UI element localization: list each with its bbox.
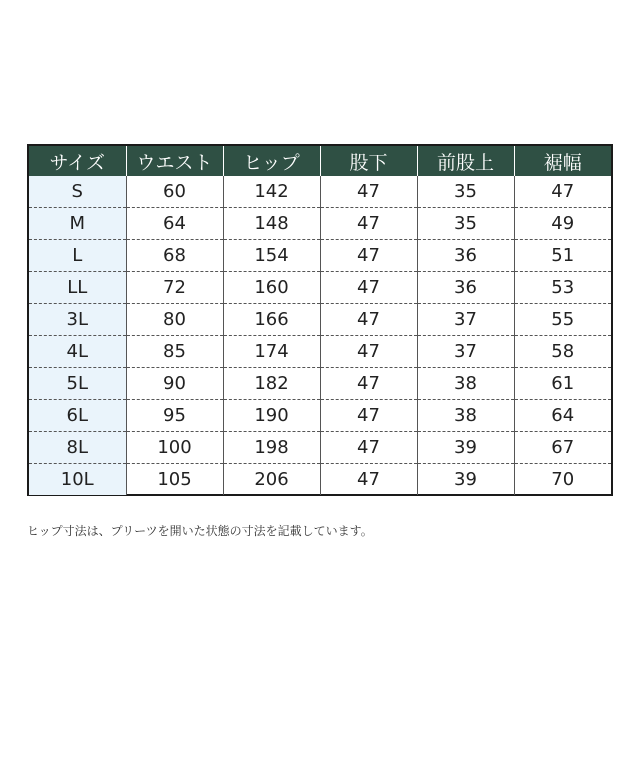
hip-cell: 148 — [223, 208, 320, 240]
table-row — [29, 208, 611, 240]
header-front-rise: 前股上 — [417, 146, 514, 176]
header-hip: ヒップ — [223, 146, 320, 176]
inseam-cell: 47 — [320, 272, 417, 304]
size-cell: M — [29, 208, 126, 240]
hip-cell: 166 — [223, 304, 320, 336]
table-header-row — [29, 146, 611, 176]
inseam-cell: 47 — [320, 304, 417, 336]
hem-width-cell: 70 — [551, 469, 575, 490]
header-inseam: 股下 — [320, 146, 417, 176]
waist-cell: 80 — [126, 304, 223, 336]
waist-cell: 95 — [126, 400, 223, 432]
size-chart — [27, 144, 613, 496]
header-hem-width: 裾幅 — [514, 146, 611, 176]
size-cell: 4L — [29, 336, 126, 368]
hip-cell: 190 — [223, 400, 320, 432]
hem-width-cell: 61 — [514, 368, 611, 400]
size-cell: 8L — [29, 432, 126, 464]
front-rise-cell: 39 — [417, 432, 514, 464]
hip-measurement-note: ヒップ寸法は、プリーツを開いた状態の寸法を記載しています。 — [27, 524, 373, 538]
waist-cell: 68 — [126, 240, 223, 272]
size-cell: L — [29, 240, 126, 272]
size-table — [29, 146, 611, 495]
hem-width-cell: 47 — [514, 176, 611, 208]
hem-width-cell: 58 — [514, 336, 611, 368]
front-rise-cell: 37 — [417, 336, 514, 368]
hem-width-cell: 64 — [514, 400, 611, 432]
size-cell: LL — [29, 272, 126, 304]
hem-width-cell: 49 — [514, 208, 611, 240]
waist-cell: 90 — [126, 368, 223, 400]
inseam-cell: 47 — [320, 336, 417, 368]
front-rise-cell: 35 — [417, 176, 514, 208]
inseam-cell: 47 — [320, 464, 417, 496]
table-row — [29, 368, 611, 400]
front-rise-cell: 38 — [417, 400, 514, 432]
hip-cell: 142 — [223, 176, 320, 208]
table-row — [29, 464, 611, 496]
inseam-cell: 47 — [320, 368, 417, 400]
front-rise-cell: 35 — [417, 208, 514, 240]
inseam-cell: 47 — [320, 432, 417, 464]
front-rise-cell: 36 — [417, 240, 514, 272]
table-row — [29, 240, 611, 272]
front-rise-cell: 36 — [417, 272, 514, 304]
inseam-cell: 47 — [320, 400, 417, 432]
hem-width-cell: 51 — [514, 240, 611, 272]
size-cell: 3L — [29, 304, 126, 336]
table-row — [29, 176, 611, 208]
table-row — [29, 272, 611, 304]
waist-cell: 64 — [126, 208, 223, 240]
waist-cell: 100 — [126, 432, 223, 464]
waist-cell: 60 — [126, 176, 223, 208]
table-row — [29, 336, 611, 368]
hip-cell: 154 — [223, 240, 320, 272]
hip-cell: 160 — [223, 272, 320, 304]
table-row — [29, 304, 611, 336]
size-cell: 10L — [29, 464, 126, 496]
hip-cell: 182 — [223, 368, 320, 400]
hip-cell: 174 — [223, 336, 320, 368]
header-size: サイズ — [29, 146, 126, 176]
front-rise-cell: 38 — [417, 368, 514, 400]
front-rise-cell: 37 — [417, 304, 514, 336]
hem-width-cell: 55 — [514, 304, 611, 336]
hem-width-cell: 67 — [514, 432, 611, 464]
table-row — [29, 400, 611, 432]
waist-cell: 105 — [126, 464, 223, 496]
header-waist: ウエスト — [126, 146, 223, 176]
size-cell: S — [29, 176, 126, 208]
waist-cell: 72 — [126, 272, 223, 304]
size-cell: 6L — [29, 400, 126, 432]
hem-width-cell: 53 — [514, 272, 611, 304]
front-rise-cell: 39 — [417, 464, 514, 496]
waist-cell: 85 — [126, 336, 223, 368]
hip-cell: 206 — [223, 464, 320, 496]
inseam-cell: 47 — [320, 208, 417, 240]
inseam-cell: 47 — [320, 176, 417, 208]
inseam-cell: 47 — [320, 240, 417, 272]
hip-cell: 198 — [223, 432, 320, 464]
table-row — [29, 432, 611, 464]
size-cell: 5L — [29, 368, 126, 400]
